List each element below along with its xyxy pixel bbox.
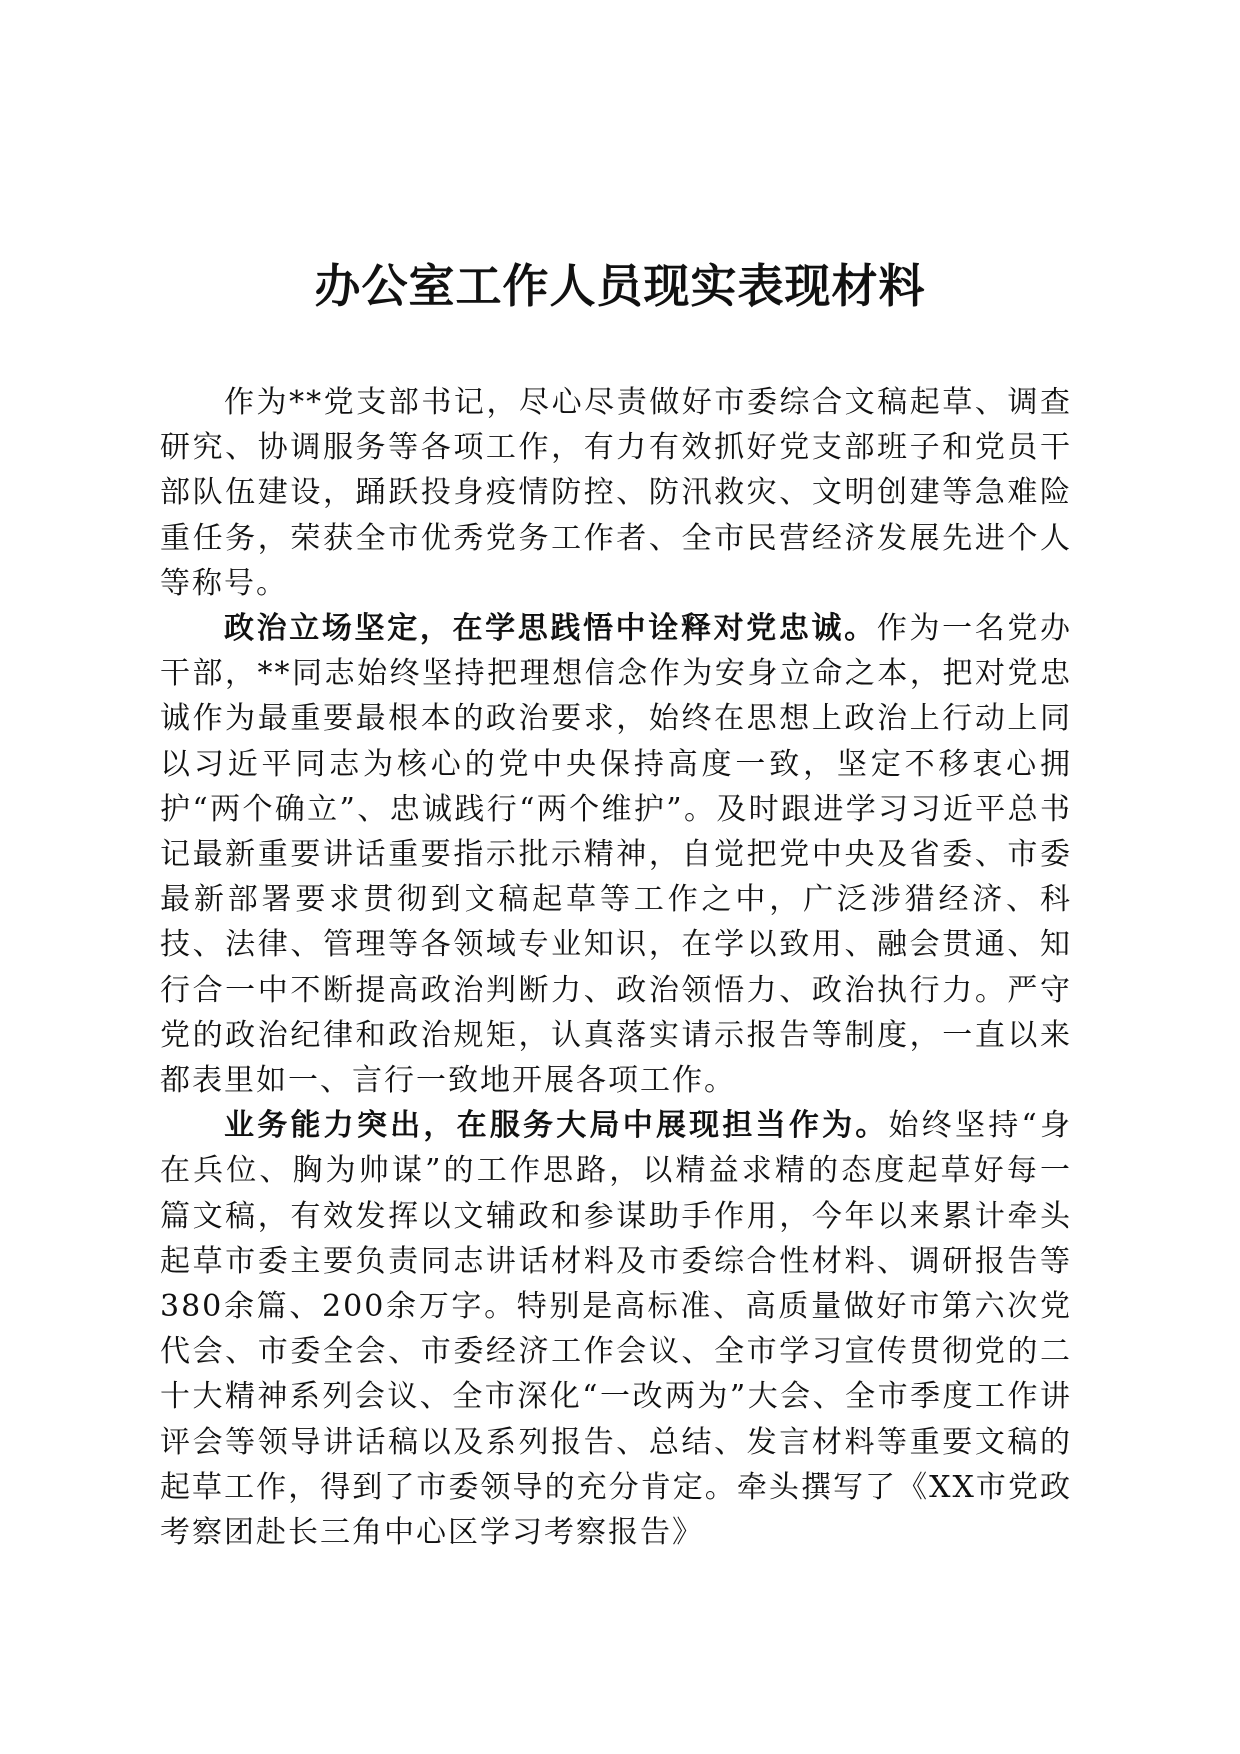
paragraph-heading: 政治立场坚定，在学思践悟中诠释对党忠诚。: [224, 611, 877, 647]
paragraph-business-ability: [160, 1103, 1072, 1555]
paragraph-text: 始终坚持“身在兵位、胸为帅谋”的工作思路，以精益求精的态度起草好每一篇文稿，有效发挥以文辅政和参谋助手作用，今年以来累计牵头起草市委主要负责同志讲话材料及市委综合性材料、调研报告等380余篇、200余万字。特别是高标准、高质量做好市第六次党代会、市委全会、市委经济工作会议、全市学习宣传贯彻党的二十大精神系列会议、全市深化“一改两为”大会、全市季度工作讲评会等领导讲话稿以及系列报告、总结、发言材料等重要文稿的起草工作，得到了市委领导的充分肯定。牵头撰写了《XX市党政考察团赴长三角中心区学习考察报告》: [160, 1108, 1072, 1551]
paragraph-heading: 业务能力突出，在服务大局中展现担当作为。: [224, 1108, 889, 1144]
paragraph-intro: [160, 380, 1072, 606]
document-body: [160, 380, 1072, 1555]
paragraph-text: 作为**党支部书记，尽心尽责做好市委综合文稿起草、调查研究、协调服务等各项工作，有力有效抓好党支部班子和党员干部队伍建设，踊跃投身疫情防控、防汛救灾、文明创建等急难险重任务，荣获全市优秀党务工作者、全市民营经济发展先进个人等称号。: [160, 385, 1072, 601]
paragraph-text: 作为一名党办干部，**同志始终坚持把理想信念作为安身立命之本，把对党忠诚作为最重要最根本的政治要求，始终在思想上政治上行动上同以习近平同志为核心的党中央保持高度一致，坚定不移衷心拥护“两个确立”、忠诚践行“两个维护”。及时跟进学习习近平总书记最新重要讲话重要指示批示精神，自觉把党中央及省委、市委最新部署要求贯彻到文稿起草等工作之中，广泛涉猎经济、科技、法律、管理等各领域专业知识，在学以致用、融会贯通、知行合一中不断提高政治判断力、政治领悟力、政治执行力。严守党的政治纪律和政治规矩，认真落实请示报告等制度，一直以来都表里如一、言行一致地开展各项工作。: [160, 611, 1073, 1099]
paragraph-political-stance: [160, 606, 1072, 1103]
document-title: 办公室工作人员现实表现材料: [314, 259, 926, 313]
